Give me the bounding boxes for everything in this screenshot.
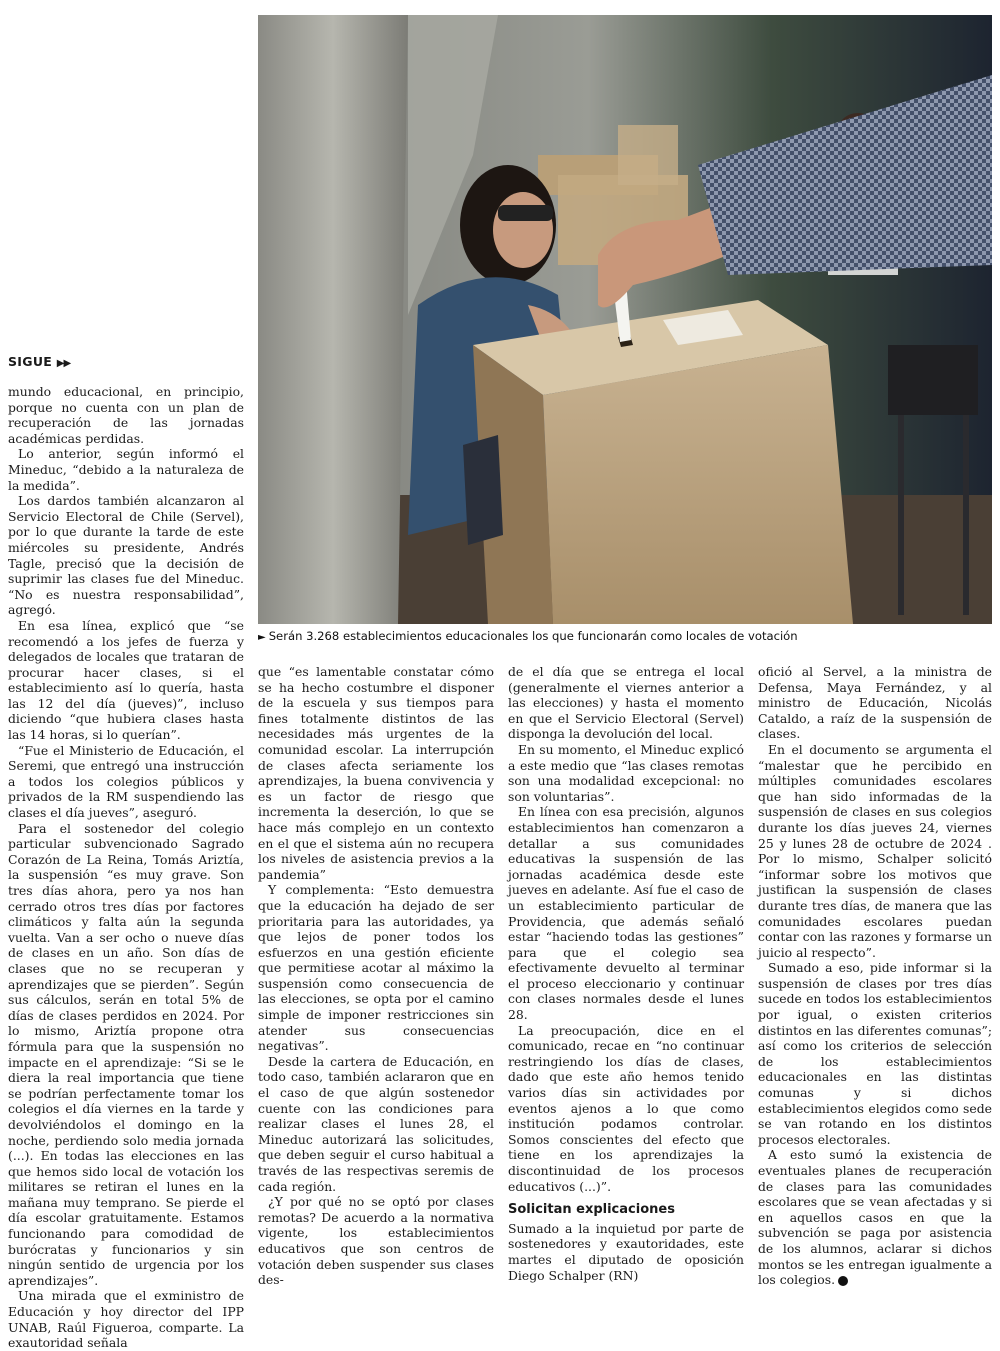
paragraph: mundo educacional, en principio, porque no cuenta con un plan de recuperación de las jornadas académicas perdidas. xyxy=(8,384,244,446)
section-subheading: Solicitan explicaciones xyxy=(508,1202,675,1218)
paragraph: Los dardos también alcanzaron al Servicio Electoral de Chile (Servel), por lo que durante la tarde de este miércoles su presidente, Andrés Tagle, precisó que la decisión de suprimir las clases fue del Mineduc. “No es nuestra responsabilidad”, agregó. xyxy=(8,493,244,618)
paragraph: “Fue el Ministerio de Educación, el Seremi, que entregó una instrucción a todos los colegios públicos y privados de la RM suspendiendo las clases el día jueves”, aseguró. xyxy=(8,742,244,821)
continue-label xyxy=(8,354,70,369)
paragraph: Lo anterior, según informó el Mineduc, “debido a la naturaleza de la medida”. xyxy=(8,446,244,493)
continue-arrows-icon: ▶▶ xyxy=(56,358,71,369)
paragraph: de el día que se entrega el local (generalmente el viernes anterior a las elecciones) y hasta el momento en que el Servicio Electoral (Servel) disponga la devolución del local. xyxy=(508,664,744,742)
paragraph xyxy=(758,1147,992,1287)
article-column-3 xyxy=(508,664,744,1283)
ballot-box-photo xyxy=(258,15,992,624)
photo-caption xyxy=(258,629,992,643)
paragraph: Desde la cartera de Educación, en todo caso, también aclararon que en el caso de que algún sostenedor cuente con las condiciones para realizar clases el lunes 28, el Mineduc autorizará las solicitudes, que deben seguir el curso habitual a través de las respectivas seremis de cada región. xyxy=(258,1053,494,1194)
paragraph: Una mirada que el exministro de Educación y hoy director del IPP UNAB, Raúl Figueroa, comparte. La exautoridad señala xyxy=(8,1288,244,1351)
end-of-article-icon xyxy=(838,1276,848,1286)
article-column-2 xyxy=(258,664,494,1288)
caption-text: Serán 3.268 establecimientos educacionales los que funcionarán como locales de votación xyxy=(268,629,798,643)
paragraph: La preocupación, dice en el comunicado, recae en “no continuar restringiendo los días de clases, dado que este año hemos tenido varios días sin actividades por eventos ajenos a lo que como institución podamos controlar. Somos conscientes del efecto que tiene en los aprendizajes la discontinuidad de los procesos educativos (...)”. xyxy=(508,1022,744,1194)
paragraph: ¿Y por qué no se optó por clases remotas? De acuerdo a la normativa vigente, los establecimientos educativos que son centros de votación deben suspender sus clases des- xyxy=(258,1194,494,1288)
paragraph: En el documento se argumenta el “malestar que he percibido en múltiples comunidades escolares que han sido informadas de la suspensión de clases en sus colegios durante los días jueves 24, viernes 25 y lunes 28 de octubre de 2024 . Por lo mismo, Schalper solicitó “informar sobre los motivos que justifican la suspensión de clases durante tres días, de manera que las comunidades escolares puedan contar con las razones y formarse un juicio al respecto”. xyxy=(758,741,992,960)
continue-text: SIGUE xyxy=(8,354,53,369)
paragraph: que “es lamentable constatar cómo se ha hecho costumbre el disponer de la escuela y sus tiempos para fines totalmente distintos de las necesidades más urgentes de la comunidad escolar. La interrupción de clases afecta seriamente los aprendizajes, la buena convivencia y es un factor de riesgo que incrementa la deserción, lo que se hace más complejo en un contexto en el que el sistema aún no recupera los niveles de asistencia previos a la pandemia” xyxy=(258,664,494,882)
paragraph: Para el sostenedor del colegio particular subvencionado Sagrado Corazón de La Reina, Tomás Ariztía, la suspensión “es muy grave. Son tres días ahora, pero ya nos han cerrado otros tres días por factores climáticos y falta aún la segunda vuelta. Van a ser ocho o nueve días de clases en un año. Son días de clases que no se recuperan y aprendizajes que se pierden”. Según sus cálculos, serán en total 5% de días de clases perdidos en 2024. Por lo mismo, Ariztía propone otra fórmula para que la suspensión no impacte en el aprendizaje: “Si se le diera la real importancia que tiene se podrían perfectamente tomar los colegios el día viernes en la tarde y devolviéndolos el domingo en la noche, perdiendo solo media jornada (...). En todas las elecciones en las que hemos sido local de votación los militares se retiran el lunes en la mañana muy temprano. Se pierde el día escolar gratuitamente. Estamos funcionando para comodidad de burócratas y funcionarios y sin ningún sentido de urgencia por los aprendizajes”. xyxy=(8,820,244,1288)
paragraph: ofició al Servel, a la ministra de Defensa, Maya Fernández, y al ministro de Educación, Nicolás Cataldo, a raíz de la suspensión de clases. xyxy=(758,664,992,742)
paragraph: Sumado a la inquietud por parte de sostenedores y exautoridades, este martes el diputado de oposición Diego Schalper (RN) xyxy=(508,1220,744,1283)
paragraph: En línea con esa precisión, algunos establecimientos han comenzaron a detallar a sus comunidades educativas la suspensión de las jornadas académica desde este jueves en adelante. Así fue el caso de un establecimiento particular de Providencia, que además señaló estar “haciendo todas las gestiones” para que el colegio sea efectivamente devuelto al terminar el proceso eleccionario y continuar con clases normales desde el lunes 28. xyxy=(508,804,744,1023)
paragraph: En esa línea, explicó que “se recomendó a los jefes de fuerza y delegados de locales que trataran de procurar hacer clases, si el establecimiento así lo quería, hasta las 12 del día (jueves)”, incluso diciendo “que hubiera clases hasta las 14 horas, si lo querían”. xyxy=(8,617,244,743)
paragraph: Sumado a eso, pide informar si la suspensión de clases por tres días sucede en todos los establecimientos por igual, o existen criterios distintos en las diferentes comunas”; así como los criterios de selección de los establecimientos educacionales en las distintas comunas y si dichos establecimientos elegidos como sede se van rotando en los distintos procesos electorales. xyxy=(758,960,992,1147)
paragraph: En su momento, el Mineduc explicó a este medio que “las clases remotas son una modalidad excepcional: no son voluntarias”. xyxy=(508,741,744,804)
paragraph-text: A esto sumó la existencia de eventuales planes de recuperación de clases para las comunidades escolares que se vean afectadas y si en aquellos casos en que la subvención se paga por asistencia de los alumnos, aclarar si dichos montos se les entregan igualmente a los colegios. xyxy=(758,1147,992,1288)
article-column-4 xyxy=(758,664,992,1288)
article-column-1 xyxy=(8,384,244,1351)
paragraph: Y complementa: “Esto demuestra que la educación ha dejado de ser prioritaria para las autoridades, ya que lejos de poner todos los esfuerzos en una gestión eficiente que permitiese acotar al máximo la suspensión como consecuencia de las elecciones, se opta por el camino simple de imponer restricciones sin atender sus consecuencias negativas”. xyxy=(258,882,494,1054)
caption-arrow-icon: ► xyxy=(258,632,266,643)
